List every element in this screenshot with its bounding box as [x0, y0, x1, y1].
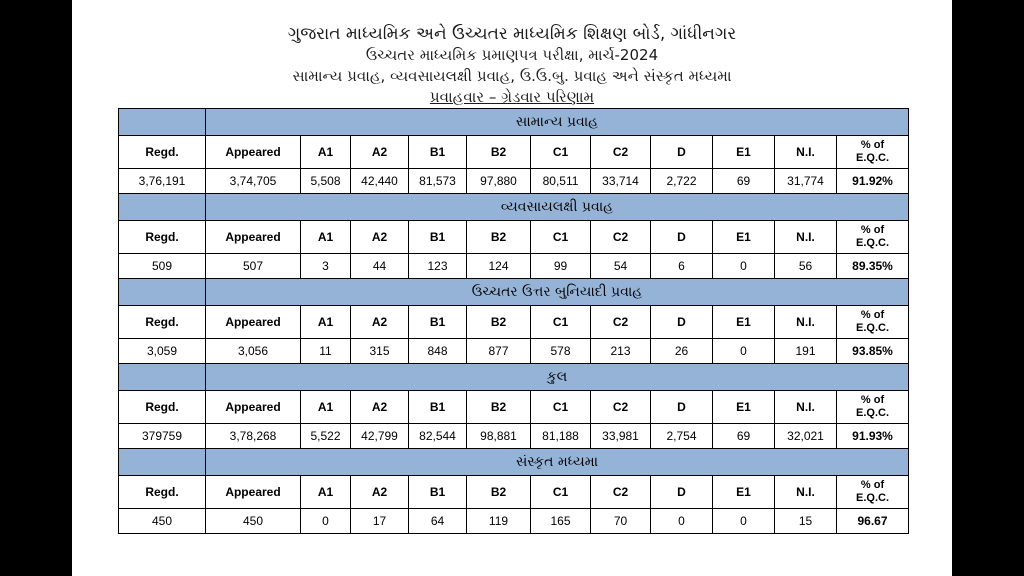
column-header-regd: Regd. — [119, 306, 206, 339]
column-header-b2: B2 — [467, 136, 531, 169]
value-cell-a1: 3 — [301, 254, 351, 279]
value-cell-b1: 848 — [409, 339, 467, 364]
value-cell-appeared: 3,78,268 — [206, 424, 301, 449]
values-row — [119, 339, 909, 364]
column-header-a1: A1 — [301, 136, 351, 169]
section-blank-cell — [119, 279, 206, 306]
column-header-pct-eqc: % of E.Q.C. — [837, 476, 909, 509]
value-cell-a1: 5,522 — [301, 424, 351, 449]
value-cell-e1: 69 — [713, 424, 775, 449]
section-row — [119, 364, 909, 391]
section-title: સંસ્કૃત મધ્યમા — [206, 449, 909, 476]
value-cell-regd: 450 — [119, 509, 206, 534]
column-header-e1: E1 — [713, 306, 775, 339]
value-cell-ni: 191 — [775, 339, 837, 364]
result-title: પ્રવાહવાર – ગ્રેડવાર પરિણામ — [429, 88, 595, 106]
value-cell-pct-eqc: 91.92% — [837, 169, 909, 194]
value-cell-pct-eqc: 91.93% — [837, 424, 909, 449]
value-cell-b1: 123 — [409, 254, 467, 279]
column-header-e1: E1 — [713, 476, 775, 509]
column-header-a2: A2 — [351, 221, 409, 254]
value-cell-ni: 56 — [775, 254, 837, 279]
value-cell-c2: 33,714 — [591, 169, 651, 194]
column-header-b2: B2 — [467, 306, 531, 339]
value-cell-a2: 17 — [351, 509, 409, 534]
column-header-e1: E1 — [713, 221, 775, 254]
column-header-row — [119, 136, 909, 169]
value-cell-ni: 31,774 — [775, 169, 837, 194]
document-page — [72, 0, 952, 576]
column-header-b2: B2 — [467, 221, 531, 254]
column-header-a2: A2 — [351, 306, 409, 339]
streams-title: સામાન્ય પ્રવાહ, વ્યવસાયલક્ષી પ્રવાહ, ઉ.ઉ.બુ. પ્રવાહ અને સંસ્કૃત મધ્યમા — [292, 67, 732, 85]
column-header-c2: C2 — [591, 136, 651, 169]
section-row — [119, 194, 909, 221]
column-header-d: D — [651, 476, 713, 509]
values-row — [119, 254, 909, 279]
values-row — [119, 169, 909, 194]
value-cell-b2: 98,881 — [467, 424, 531, 449]
value-cell-regd: 3,059 — [119, 339, 206, 364]
column-header-row — [119, 306, 909, 339]
value-cell-a1: 0 — [301, 509, 351, 534]
section-row — [119, 109, 909, 136]
value-cell-c1: 80,511 — [531, 169, 591, 194]
column-header-b1: B1 — [409, 136, 467, 169]
value-cell-pct-eqc: 93.85% — [837, 339, 909, 364]
value-cell-c1: 578 — [531, 339, 591, 364]
column-header-appeared: Appeared — [206, 391, 301, 424]
value-cell-b2: 97,880 — [467, 169, 531, 194]
column-header-e1: E1 — [713, 391, 775, 424]
section-blank-cell — [119, 364, 206, 391]
document-header — [72, 24, 952, 108]
values-row — [119, 424, 909, 449]
value-cell-c2: 33,981 — [591, 424, 651, 449]
column-header-d: D — [651, 136, 713, 169]
value-cell-e1: 0 — [713, 254, 775, 279]
section-blank-cell — [119, 194, 206, 221]
column-header-c1: C1 — [531, 306, 591, 339]
column-header-a1: A1 — [301, 476, 351, 509]
value-cell-regd: 509 — [119, 254, 206, 279]
column-header-ni: N.I. — [775, 306, 837, 339]
column-header-appeared: Appeared — [206, 306, 301, 339]
values-row — [119, 509, 909, 534]
value-cell-e1: 69 — [713, 169, 775, 194]
column-header-row — [119, 476, 909, 509]
value-cell-a2: 315 — [351, 339, 409, 364]
value-cell-c1: 81,188 — [531, 424, 591, 449]
value-cell-a2: 42,440 — [351, 169, 409, 194]
column-header-ni: N.I. — [775, 391, 837, 424]
value-cell-b1: 64 — [409, 509, 467, 534]
value-cell-ni: 32,021 — [775, 424, 837, 449]
value-cell-appeared: 450 — [206, 509, 301, 534]
column-header-c1: C1 — [531, 136, 591, 169]
column-header-pct-eqc: % of E.Q.C. — [837, 306, 909, 339]
column-header-c1: C1 — [531, 476, 591, 509]
column-header-pct-eqc: % of E.Q.C. — [837, 136, 909, 169]
column-header-appeared: Appeared — [206, 221, 301, 254]
column-header-d: D — [651, 306, 713, 339]
section-row — [119, 279, 909, 306]
value-cell-b2: 877 — [467, 339, 531, 364]
column-header-ni: N.I. — [775, 221, 837, 254]
column-header-row — [119, 221, 909, 254]
column-header-e1: E1 — [713, 136, 775, 169]
column-header-appeared: Appeared — [206, 136, 301, 169]
section-title: સામાન્ય પ્રવાહ — [206, 109, 909, 136]
column-header-a1: A1 — [301, 306, 351, 339]
column-header-b1: B1 — [409, 221, 467, 254]
column-header-b2: B2 — [467, 391, 531, 424]
value-cell-appeared: 507 — [206, 254, 301, 279]
value-cell-pct-eqc: 89.35% — [837, 254, 909, 279]
section-title: વ્યવસાયલક્ષી પ્રવાહ — [206, 194, 909, 221]
column-header-b1: B1 — [409, 391, 467, 424]
exam-title: ઉચ્ચતર માધ્યમિક પ્રમાણપત્ર પરીક્ષા, માર્ચ-2024 — [365, 46, 659, 64]
value-cell-ni: 15 — [775, 509, 837, 534]
value-cell-a2: 44 — [351, 254, 409, 279]
section-title: કુલ — [206, 364, 909, 391]
column-header-ni: N.I. — [775, 476, 837, 509]
column-header-c1: C1 — [531, 391, 591, 424]
value-cell-regd: 3,76,191 — [119, 169, 206, 194]
value-cell-d: 2,754 — [651, 424, 713, 449]
section-title: ઉચ્ચતર ઉત્તર બુનિયાદી પ્રવાહ — [206, 279, 909, 306]
column-header-regd: Regd. — [119, 391, 206, 424]
value-cell-c2: 213 — [591, 339, 651, 364]
column-header-ni: N.I. — [775, 136, 837, 169]
column-header-b1: B1 — [409, 306, 467, 339]
value-cell-b2: 119 — [467, 509, 531, 534]
column-header-a2: A2 — [351, 391, 409, 424]
value-cell-c1: 99 — [531, 254, 591, 279]
column-header-b2: B2 — [467, 476, 531, 509]
value-cell-d: 0 — [651, 509, 713, 534]
column-header-a1: A1 — [301, 391, 351, 424]
value-cell-d: 2,722 — [651, 169, 713, 194]
value-cell-b1: 81,573 — [409, 169, 467, 194]
section-blank-cell — [119, 449, 206, 476]
column-header-c2: C2 — [591, 221, 651, 254]
value-cell-appeared: 3,74,705 — [206, 169, 301, 194]
value-cell-a1: 11 — [301, 339, 351, 364]
value-cell-appeared: 3,056 — [206, 339, 301, 364]
column-header-b1: B1 — [409, 476, 467, 509]
column-header-c2: C2 — [591, 306, 651, 339]
column-header-c2: C2 — [591, 391, 651, 424]
value-cell-d: 26 — [651, 339, 713, 364]
results-table — [118, 108, 909, 534]
value-cell-c1: 165 — [531, 509, 591, 534]
column-header-d: D — [651, 391, 713, 424]
column-header-regd: Regd. — [119, 136, 206, 169]
column-header-a2: A2 — [351, 476, 409, 509]
value-cell-regd: 379759 — [119, 424, 206, 449]
column-header-d: D — [651, 221, 713, 254]
column-header-c1: C1 — [531, 221, 591, 254]
board-title: ગુજરાત માધ્યમિક અને ઉચ્ચતર માધ્યમિક શિક્ષણ બોર્ડ, ગાંધીનગર — [287, 24, 737, 44]
column-header-c2: C2 — [591, 476, 651, 509]
value-cell-c2: 70 — [591, 509, 651, 534]
column-header-appeared: Appeared — [206, 476, 301, 509]
column-header-pct-eqc: % of E.Q.C. — [837, 391, 909, 424]
column-header-regd: Regd. — [119, 476, 206, 509]
column-header-a2: A2 — [351, 136, 409, 169]
section-blank-cell — [119, 109, 206, 136]
value-cell-a2: 42,799 — [351, 424, 409, 449]
value-cell-e1: 0 — [713, 339, 775, 364]
value-cell-a1: 5,508 — [301, 169, 351, 194]
value-cell-b2: 124 — [467, 254, 531, 279]
value-cell-d: 6 — [651, 254, 713, 279]
column-header-a1: A1 — [301, 221, 351, 254]
value-cell-e1: 0 — [713, 509, 775, 534]
column-header-pct-eqc: % of E.Q.C. — [837, 221, 909, 254]
value-cell-c2: 54 — [591, 254, 651, 279]
column-header-row — [119, 391, 909, 424]
column-header-regd: Regd. — [119, 221, 206, 254]
value-cell-b1: 82,544 — [409, 424, 467, 449]
section-row — [119, 449, 909, 476]
value-cell-pct-eqc: 96.67 — [837, 509, 909, 534]
